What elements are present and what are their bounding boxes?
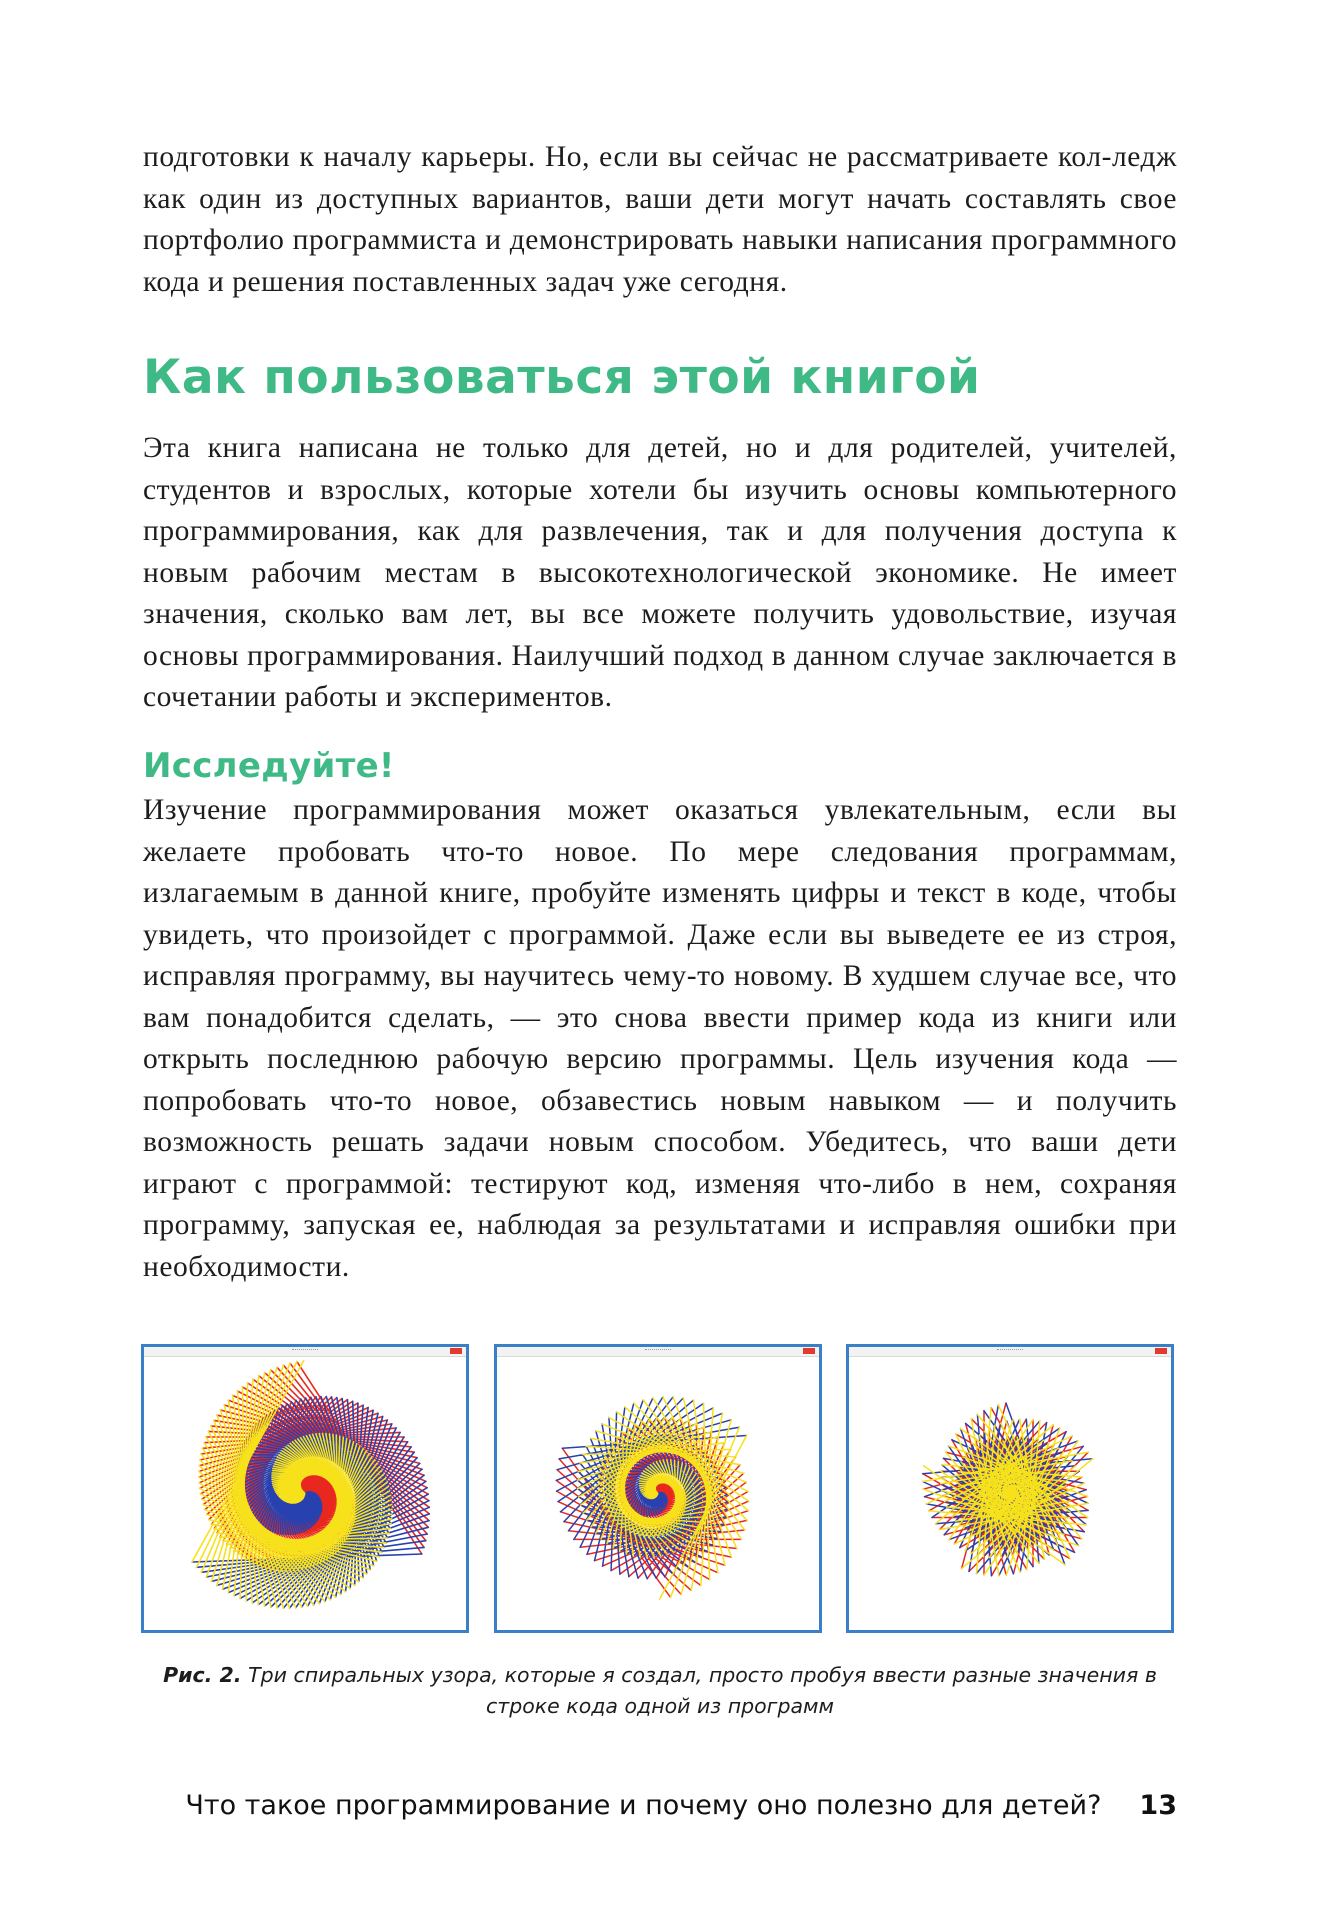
paragraph-audience: Эта книга написана не только для детей, но и для родителей, учителей, студентов и взрослых, которые хотели бы изучить основы компьютерного программирования, как для развлечения, так и для получения доступа к новым рабочим местам в высокотехнологической экономике. Не имеет значения, сколько вам лет, вы все можете получить удовольствие, изучая основы программирования. Наилучший подход в данном случае заключается в сочетании работы и экспериментов. — [143, 432, 1177, 713]
figure-caption-label: Рис. 2. — [163, 1663, 242, 1687]
spiral-pattern-1 — [144, 1356, 466, 1630]
spiral-window-1 — [141, 1344, 469, 1633]
close-icon — [1155, 1348, 1167, 1354]
running-title: Что такое программирование и почему оно полезно для детей? — [185, 1790, 1102, 1821]
spiral-pattern-2 — [497, 1356, 819, 1630]
figure-caption — [143, 1660, 1177, 1722]
paragraph-explore: Изучение программирования может оказаться увлекательным, если вы желаете пробовать что-то новое. По мере следования программам, излагаемым в данной книге, пробуйте изменять цифры и текст в коде, чтобы увидеть, что произойдет с программой. Даже если вы выведете ее из строя, исправляя программу, вы научитесь чему-то новому. В худшем случае все, что вам понадобится сделать, — это снова ввести пример кода из книги или открыть последнюю рабочую версию программы. Цель изучения кода — попробовать что-то новое, обзавестись новым навыком — и получить возможность решать задачи новым способом. Убедитесь, что ваши дети играют с программой: тестируют код, изменяя что-либо в нем, сохраняя программу, запуская ее, наблюдая за результатами и исправляя ошибки при необходимости. — [143, 794, 1177, 1283]
spiral-window-3 — [846, 1344, 1174, 1633]
window-title-icon — [292, 1349, 318, 1354]
page-number: 13 — [1139, 1790, 1177, 1821]
close-icon — [803, 1348, 815, 1354]
figure-spirals — [141, 1344, 1179, 1636]
spiral-pattern-3 — [849, 1356, 1171, 1630]
paragraph-career: подготовки к началу карьеры. Но, если вы сейчас не рассматриваете кол-ледж как один из доступных вариантов, ваши дети могут начать составлять свое портфолио программиста и демонстрировать навыки написания программного кода и решения поставленных задач уже сегодня. — [143, 141, 1177, 298]
subsection-heading-explore: Исследуйте! — [143, 746, 395, 786]
window-title-icon — [997, 1349, 1023, 1354]
close-icon — [450, 1348, 462, 1354]
spiral-window-2 — [494, 1344, 822, 1633]
section-heading-how-to-use: Как пользоваться этой книгой — [143, 350, 981, 405]
window-title-icon — [645, 1349, 671, 1354]
figure-caption-text: Три спиральных узора, которые я создал, просто пробуя ввести разные значения в строке кода одной из программ — [241, 1663, 1157, 1718]
page-footer — [143, 1786, 1177, 1826]
